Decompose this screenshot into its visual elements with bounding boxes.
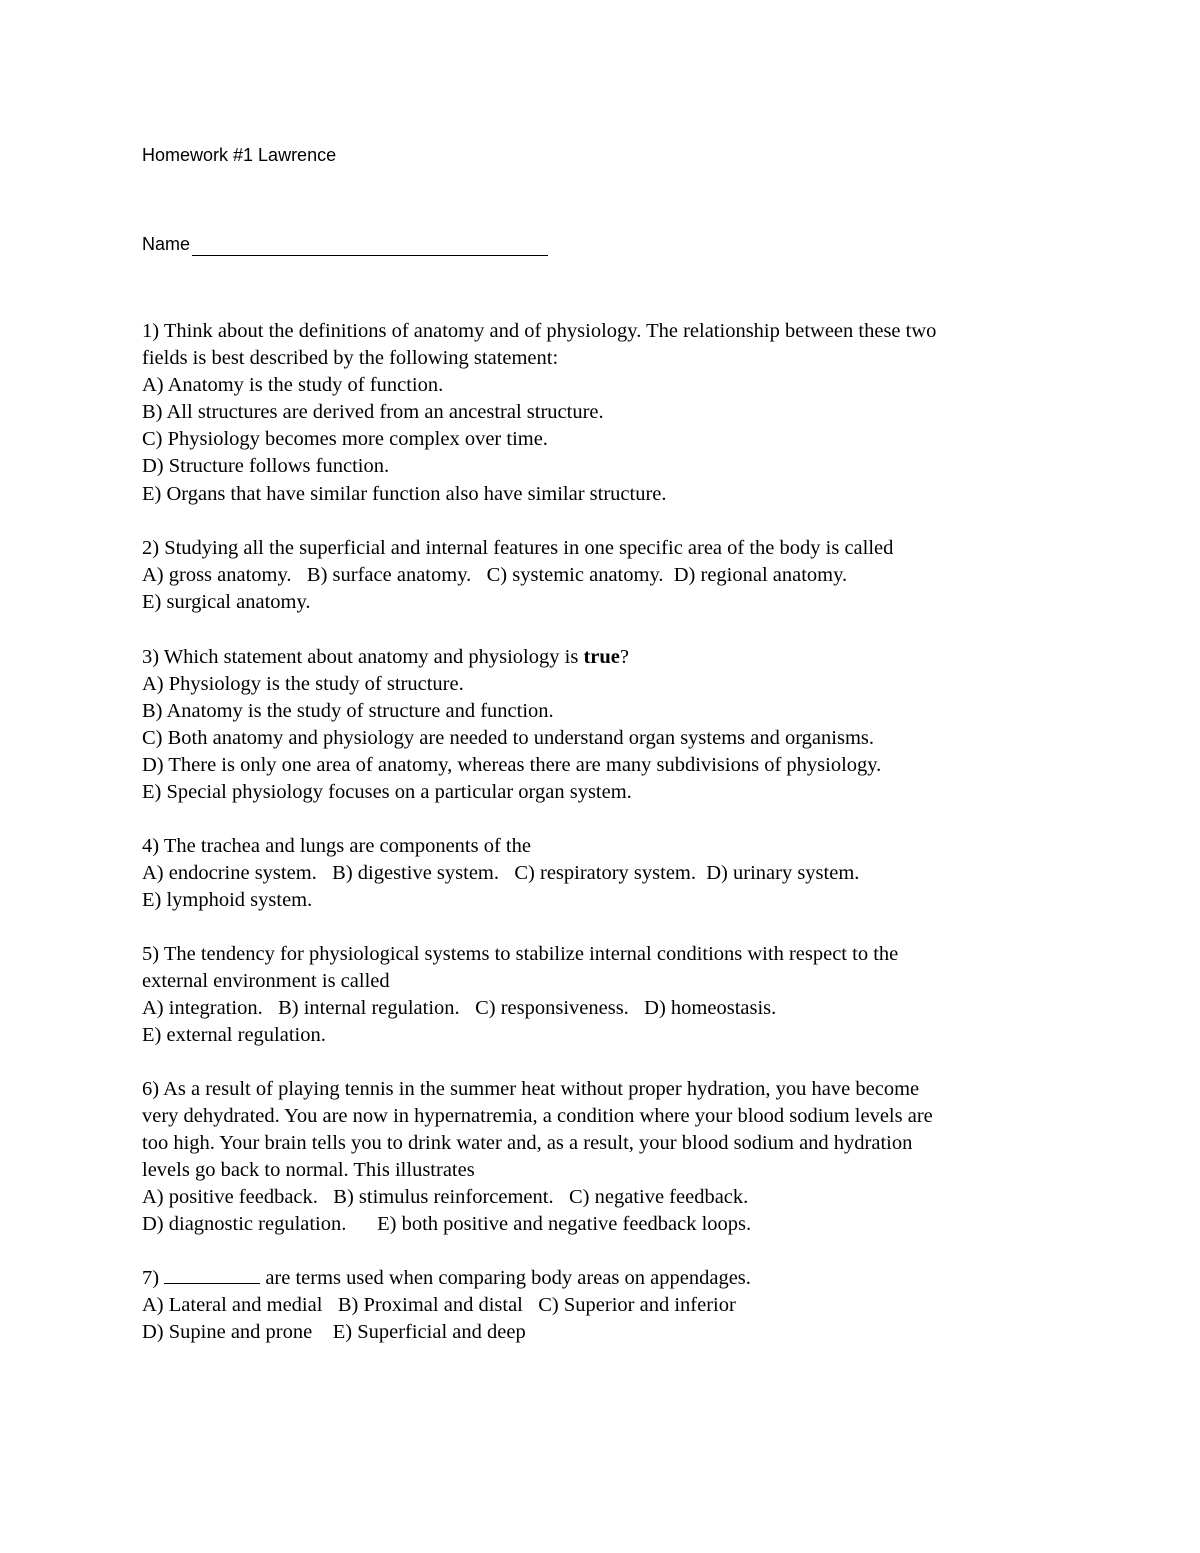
question-7-blank-line — [164, 1265, 260, 1284]
question-4-option-e: E) lymphoid system. — [142, 889, 313, 912]
question-1-option-c: C) Physiology becomes more complex over time. — [142, 428, 548, 451]
question-2-option-d: D) regional anatomy. — [673, 564, 848, 587]
name-field-row — [142, 232, 548, 256]
question-7-option-e: E) Superficial and deep — [332, 1321, 526, 1344]
question-7-options-row-2 — [142, 1319, 1072, 1346]
question-3-option-c: C) Both anatomy and physiology are needed to understand organ systems and organisms. — [142, 727, 874, 750]
question-1-stem-line-2: fields is best described by the following statement: — [142, 347, 559, 370]
question-2-option-a: A) gross anatomy. — [142, 564, 292, 587]
question-3-stem-text: 3) Which statement about anatomy and physiology is — [142, 646, 584, 668]
question-4 — [142, 833, 1072, 914]
question-6-options-row-1 — [142, 1184, 1072, 1211]
question-6-stem-line-4: levels go back to normal. This illustrates — [142, 1159, 475, 1182]
question-1-option-e: E) Organs that have similar function also have similar structure. — [142, 482, 667, 505]
question-5-stem-line-2: external environment is called — [142, 970, 390, 993]
question-7-option-c: C) Superior and inferior — [538, 1294, 736, 1317]
question-7-stem-suffix: are terms used when comparing body areas on appendages. — [260, 1267, 751, 1289]
question-5-option-c: C) responsiveness. — [475, 997, 629, 1020]
question-6-option-b: B) stimulus reinforcement. — [333, 1186, 554, 1209]
question-4-option-a: A) endocrine system. — [142, 862, 317, 885]
question-5-options-row-1 — [142, 995, 1072, 1022]
question-6-options-row-2 — [142, 1211, 1072, 1238]
question-3-option-b: B) Anatomy is the study of structure and function. — [142, 700, 554, 723]
question-4-options-row-1 — [142, 860, 1072, 887]
question-7 — [142, 1265, 1072, 1346]
name-label: Name — [142, 234, 191, 254]
question-7-option-a: A) Lateral and medial — [142, 1294, 323, 1317]
question-2-options-row-1 — [142, 562, 1072, 589]
question-6-option-a: A) positive feedback. — [142, 1186, 318, 1209]
question-6-option-c: C) negative feedback. — [568, 1186, 749, 1209]
question-6-stem-line-2: very dehydrated. You are now in hypernatremia, a condition where your blood sodium levels are — [142, 1105, 933, 1128]
question-3-stem — [142, 644, 1072, 671]
question-4-option-b: B) digestive system. — [332, 862, 499, 885]
question-1-option-d: D) Structure follows function. — [142, 455, 390, 478]
question-3-stem-emphasis: true — [583, 646, 620, 668]
question-6-stem-line-1: 6) As a result of playing tennis in the summer heat without proper hydration, you have become — [142, 1078, 920, 1100]
question-5-option-b: B) internal regulation. — [278, 997, 460, 1020]
name-blank-line — [192, 235, 548, 256]
question-7-option-b: B) Proximal and distal — [337, 1294, 523, 1317]
question-2-stem: 2) Studying all the superficial and internal features in one specific area of the body is called — [142, 537, 894, 559]
question-1-option-b: B) All structures are derived from an ancestral structure. — [142, 401, 604, 424]
question-7-options-row-1 — [142, 1292, 1072, 1319]
question-5-option-a: A) integration. — [142, 997, 263, 1020]
question-2-option-c: C) systemic anatomy. — [486, 564, 664, 587]
question-4-stem: 4) The trachea and lungs are components of the — [142, 835, 531, 857]
question-5-option-d: D) homeostasis. — [644, 997, 777, 1020]
question-3-stem-end: ? — [619, 646, 629, 668]
question-7-option-d: D) Supine and prone — [142, 1321, 313, 1344]
question-3-option-a: A) Physiology is the study of structure. — [142, 673, 464, 696]
question-5-stem-line-1: 5) The tendency for physiological systems to stabilize internal conditions with respect to the — [142, 943, 899, 965]
document-title: Homework #1 Lawrence — [142, 145, 337, 165]
question-7-stem-prefix: 7) — [142, 1267, 165, 1289]
question-2-option-e: E) surgical anatomy. — [142, 591, 311, 614]
question-3 — [142, 644, 1072, 807]
question-6 — [142, 1076, 1072, 1239]
question-5-option-e: E) external regulation. — [142, 1024, 326, 1047]
question-5 — [142, 941, 1072, 1049]
question-2-option-b: B) surface anatomy. — [306, 564, 472, 587]
question-2 — [142, 535, 1072, 616]
question-3-option-d: D) There is only one area of anatomy, whereas there are many subdivisions of physiology. — [142, 754, 882, 777]
question-4-option-c: C) respiratory system. — [514, 862, 696, 885]
question-1-stem-line-1: 1) Think about the definitions of anatomy and of physiology. The relationship between these two — [142, 320, 937, 342]
question-6-option-e: E) both positive and negative feedback loops. — [377, 1213, 752, 1236]
question-7-stem — [142, 1265, 1072, 1292]
question-6-stem-line-3: too high. Your brain tells you to drink water and, as a result, your blood sodium and hydration — [142, 1132, 913, 1155]
question-1 — [142, 318, 1072, 508]
question-4-option-d: D) urinary system. — [706, 862, 860, 885]
question-1-option-a: A) Anatomy is the study of function. — [142, 374, 444, 397]
question-3-option-e: E) Special physiology focuses on a particular organ system. — [142, 781, 632, 804]
question-6-option-d: D) diagnostic regulation. — [142, 1213, 347, 1236]
